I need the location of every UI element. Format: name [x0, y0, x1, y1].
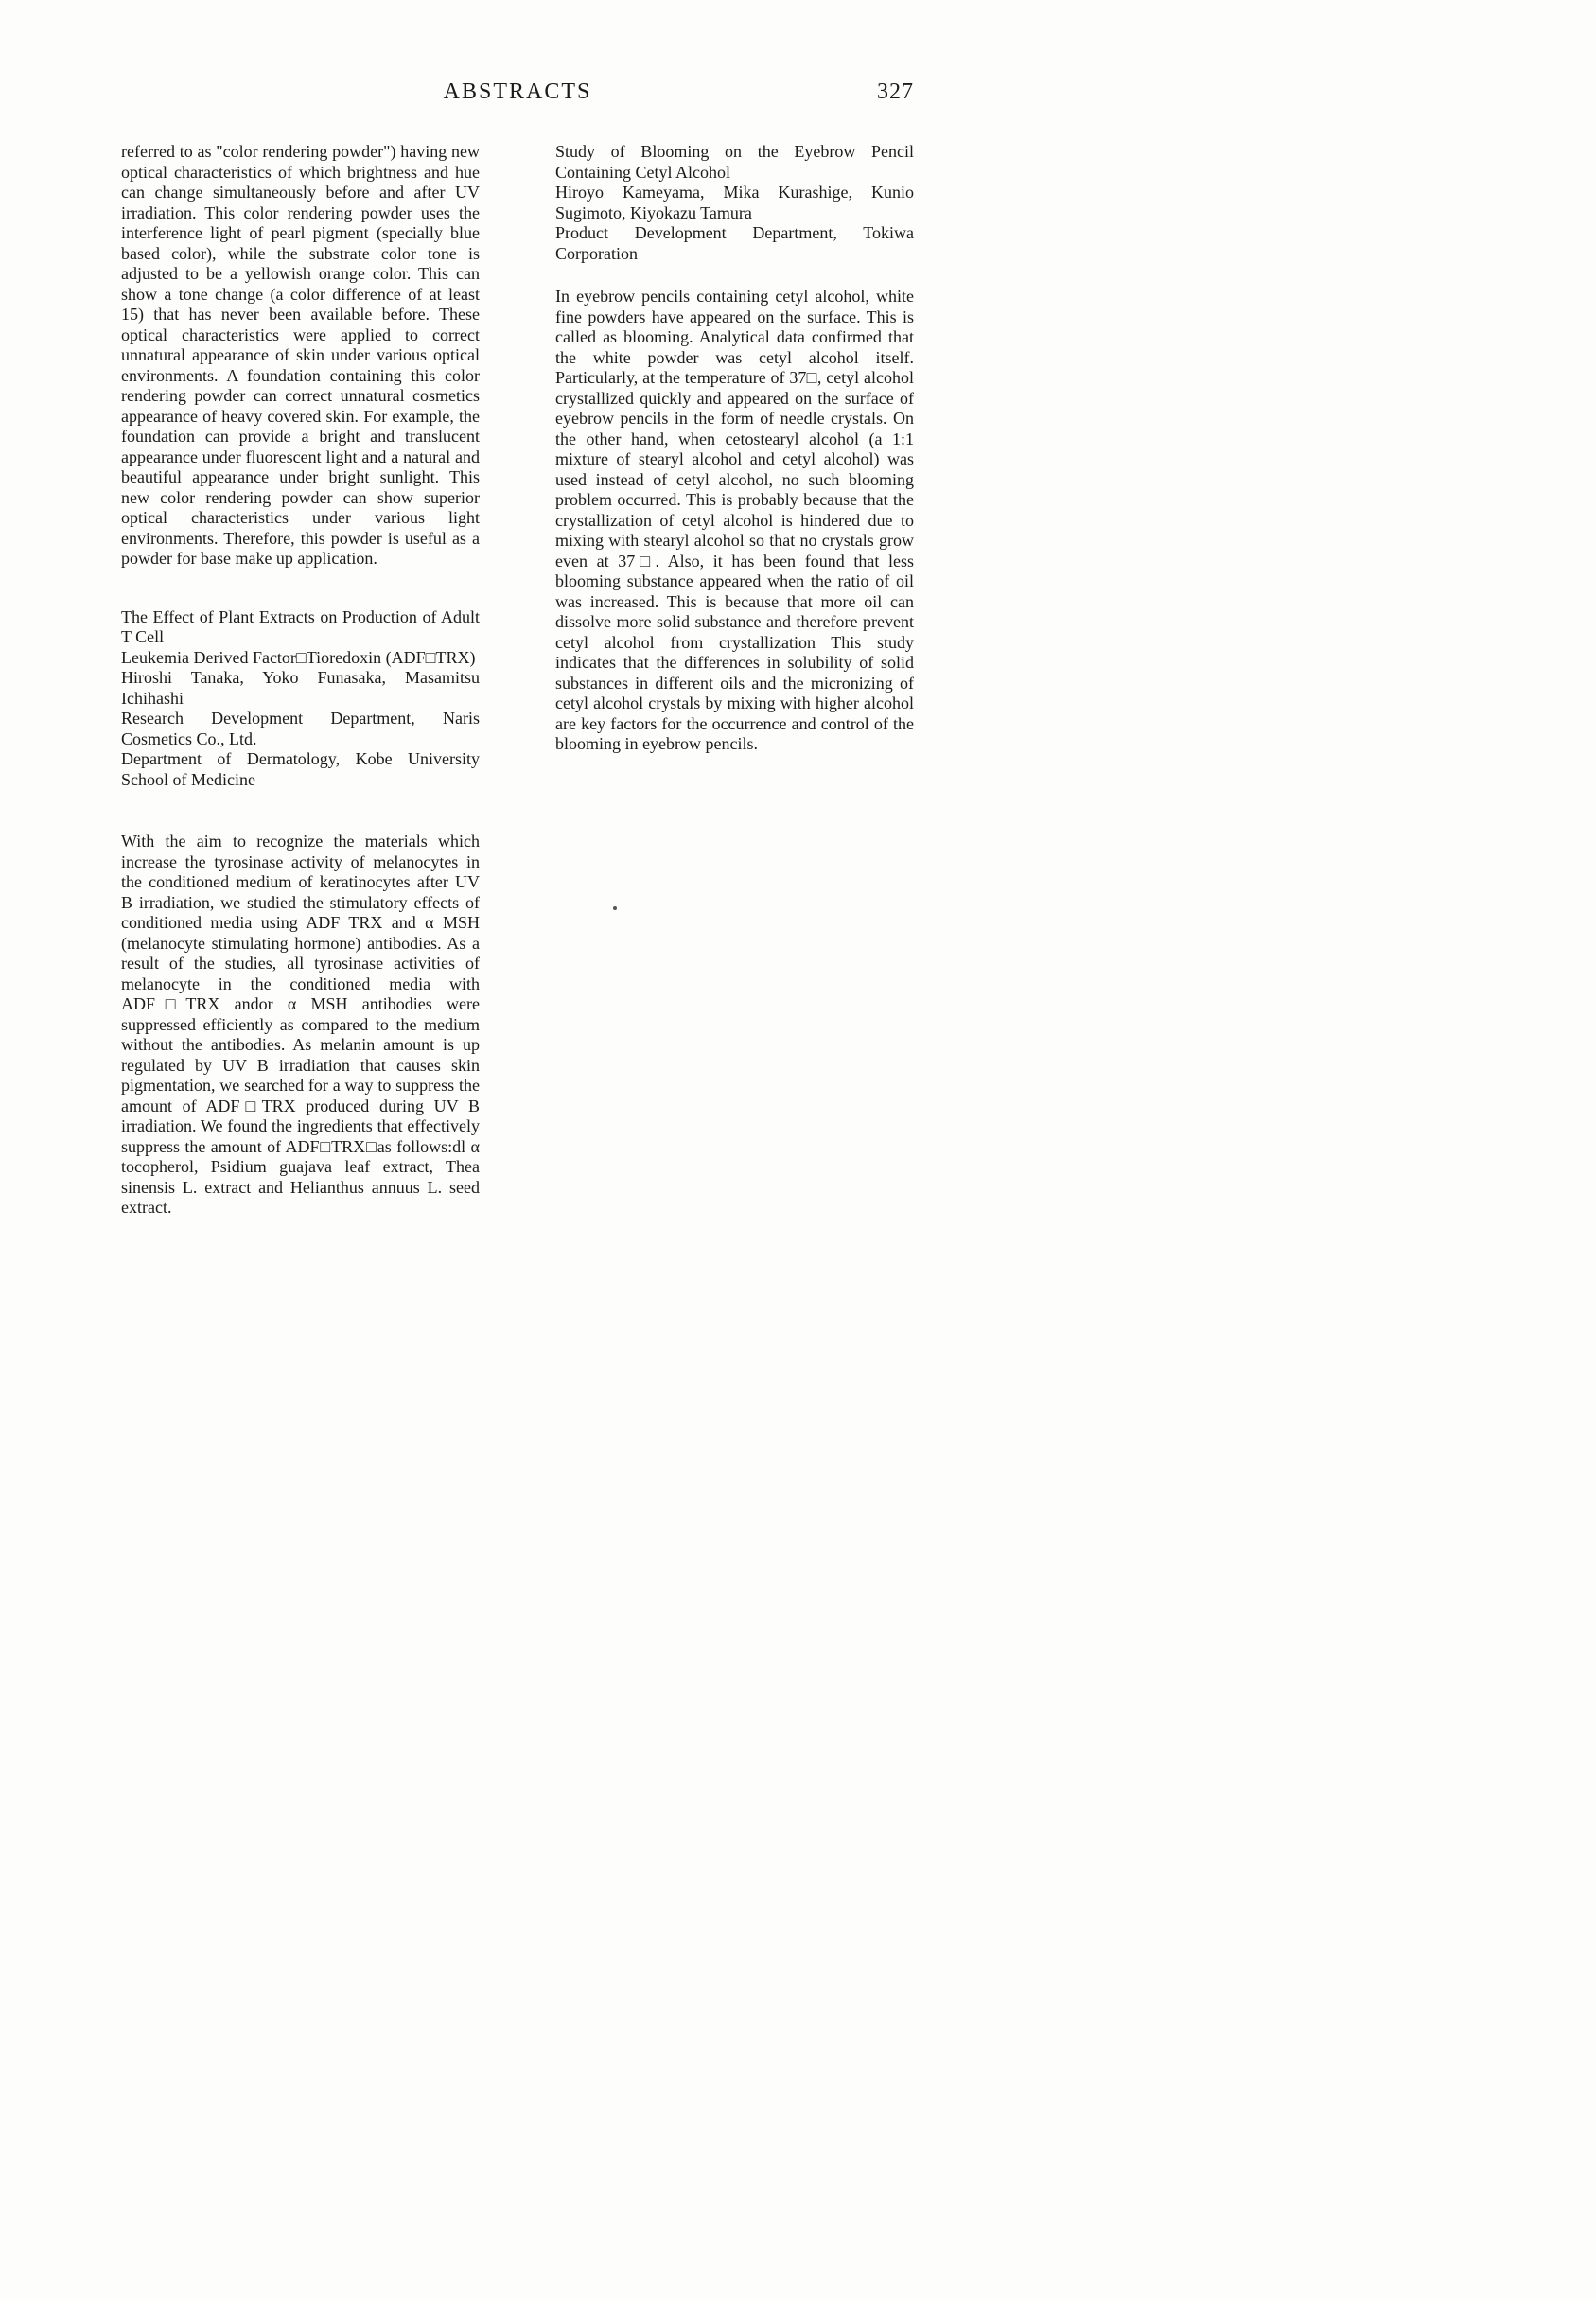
- abstract-plant-extracts-heading: [121, 607, 480, 791]
- page-header: [121, 79, 914, 108]
- page-header-title: ABSTRACTS: [443, 79, 592, 104]
- page-content: [121, 79, 914, 1219]
- page-number: 327: [877, 79, 914, 104]
- abstract-title-line: Study of Blooming on the Eyebrow Pencil Containing Cetyl Alcohol: [555, 142, 914, 182]
- abstract-title-line: Leukemia Derived Factor□Tioredoxin (ADF□TRX): [121, 647, 476, 667]
- two-column-layout: [121, 142, 914, 1219]
- stray-mark: [613, 906, 617, 910]
- abstract-authors: Hiroyo Kameyama, Mika Kurashige, Kunio Sugimoto, Kiyokazu Tamura: [555, 183, 914, 222]
- left-column: [121, 142, 480, 1219]
- abstract-blooming-body: In eyebrow pencils containing cetyl alcohol, white fine powders have appeared on the surface. This is called as blooming. Analytical data confirmed that the white powder was cetyl alcohol itself. Particularly, at the temperature of 37□, cetyl alcohol crystallized quickly and appeared on the surface of eyebrow pencils in the form of needle crystals. On the other hand, when cetostearyl alcohol (a 1:1 mixture of stearyl alcohol and cetyl alcohol) was used instead of cetyl alcohol, no such blooming problem occurred. This is probably because that the crystallization of cetyl alcohol is hindered due to mixing with stearyl alcohol so that no crystals grow even at 37□. Also, it has been found that less blooming substance appeared when the ratio of oil was increased. This is because that more oil can dissolve more solid substance and therefore prevent cetyl alcohol from crystallization This study indicates that the differences in solubility of solid substances in different oils and the micronizing of cetyl alcohol crystals by mixing with higher alcohol are key factors for the occurrence and control of the blooming in eyebrow pencils.: [555, 287, 914, 753]
- abstract-affiliation: Product Development Department, Tokiwa Corporation: [555, 223, 914, 263]
- abstract-affiliation: Research Development Department, Naris Cosmetics Co., Ltd.: [121, 709, 480, 748]
- abstract-plant-extracts-body: With the aim to recognize the materials which increase the tyrosinase activity of melanocytes in the conditioned medium of keratinocytes after UV B irradiation, we studied the stimulatory effects of conditioned media using ADF TRX and α MSH (melanocyte stimulating hormone) antibodies. As a result of the studies, all tyrosinase activities of melanocyte in the conditioned media with ADF□TRX andor α MSH antibodies were suppressed efficiently as compared to the medium without the antibodies. As melanin amount is up regulated by UV B irradiation that causes skin pigmentation, we searched for a way to suppress the amount of ADF□TRX produced during UV B irradiation. We found the ingredients that effectively suppress the amount of ADF□TRX□as follows:dl α tocopherol, Psidium guajava leaf extract, Thea sinensis L. extract and Helianthus annuus L. seed extract.: [121, 832, 480, 1217]
- abstract-color-rendering-body: referred to as "color rendering powder") having new optical characteristics of which brightness and hue can change simultaneously before and after UV irradiation. This color rendering powder uses the interference light of pearl pigment (specially blue based color), while the substrate color tone is adjusted to be a yellowish orange color. This can show a tone change (a color difference of at least 15) that has never been available before. These optical characteristics were applied to correct unnatural appearance of skin under various optical environments. A foundation containing this color rendering powder can correct unnatural cosmetics appearance of heavy covered skin. For example, the foundation can provide a bright and translucent appearance under fluorescent light and a natural and beautiful appearance under bright sunlight. This new color rendering powder can show superior optical characteristics under various light environments. Therefore, this powder is useful as a powder for base make up application.: [121, 142, 480, 568]
- abstract-title-line: The Effect of Plant Extracts on Production of Adult T Cell: [121, 606, 480, 646]
- abstract-blooming-heading: [555, 142, 914, 264]
- abstract-affiliation: Department of Dermatology, Kobe University School of Medicine: [121, 749, 480, 789]
- right-column: [555, 142, 914, 1219]
- abstract-authors: Hiroshi Tanaka, Yoko Funasaka, Masamitsu Ichihashi: [121, 668, 480, 708]
